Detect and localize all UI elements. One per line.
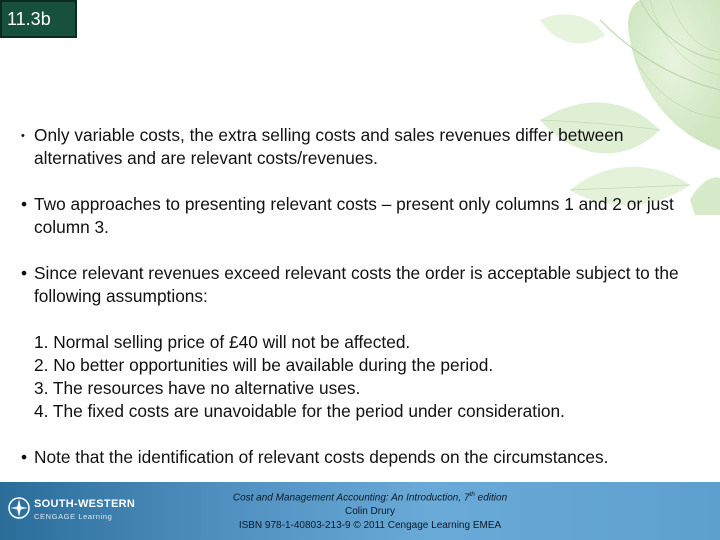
assumption-item: 4. The fixed costs are unavoidable for the period under consideration. xyxy=(34,401,565,421)
bullet-item xyxy=(20,446,700,469)
bullet-dot-icon: • xyxy=(21,263,28,283)
book-citation xyxy=(180,488,560,533)
slide-number-badge: 11.3b xyxy=(0,0,77,38)
bullet-text: Two approaches to presenting relevant costs – present only columns 1 and 2 or just column 3. xyxy=(34,194,674,237)
bullet-text: Note that the identification of relevant costs depends on the circumstances. xyxy=(34,447,609,467)
bullet-text: Since relevant revenues exceed relevant costs the order is acceptable subject to the following assumptions: xyxy=(34,263,679,306)
book-title: Cost and Management Accounting: An Introduction, 7th edition xyxy=(232,491,508,504)
publisher-logo xyxy=(8,495,138,529)
logo-subtitle: CENGAGE Learning xyxy=(34,512,113,521)
book-isbn: ISBN 978-1-40803-213-9 © 2011 Cengage Learning EMEA xyxy=(238,520,502,532)
assumption-item: 2. No better opportunities will be available during the period. xyxy=(34,355,494,375)
bullet-dot-icon: • xyxy=(21,447,28,467)
slide-content xyxy=(20,124,700,469)
bullet-dot-icon: • xyxy=(21,130,25,142)
assumption-item: 3. The resources have no alternative uses. xyxy=(34,378,361,398)
assumption-list xyxy=(20,331,700,423)
book-author: Colin Drury xyxy=(344,506,395,518)
footer-bar xyxy=(0,482,720,540)
logo-name: SOUTH-WESTERN xyxy=(34,498,136,510)
bullet-text: Only variable costs, the extra selling costs and sales revenues differ between alternatives and are relevant costs/revenues. xyxy=(34,125,624,168)
assumption-item: 1. Normal selling price of £40 will not be affected. xyxy=(34,332,411,352)
compass-logo-icon xyxy=(8,497,30,519)
bullet-item xyxy=(20,193,700,239)
bullet-item xyxy=(20,124,700,170)
bullet-dot-icon: • xyxy=(21,194,28,214)
bullet-item xyxy=(20,262,700,308)
